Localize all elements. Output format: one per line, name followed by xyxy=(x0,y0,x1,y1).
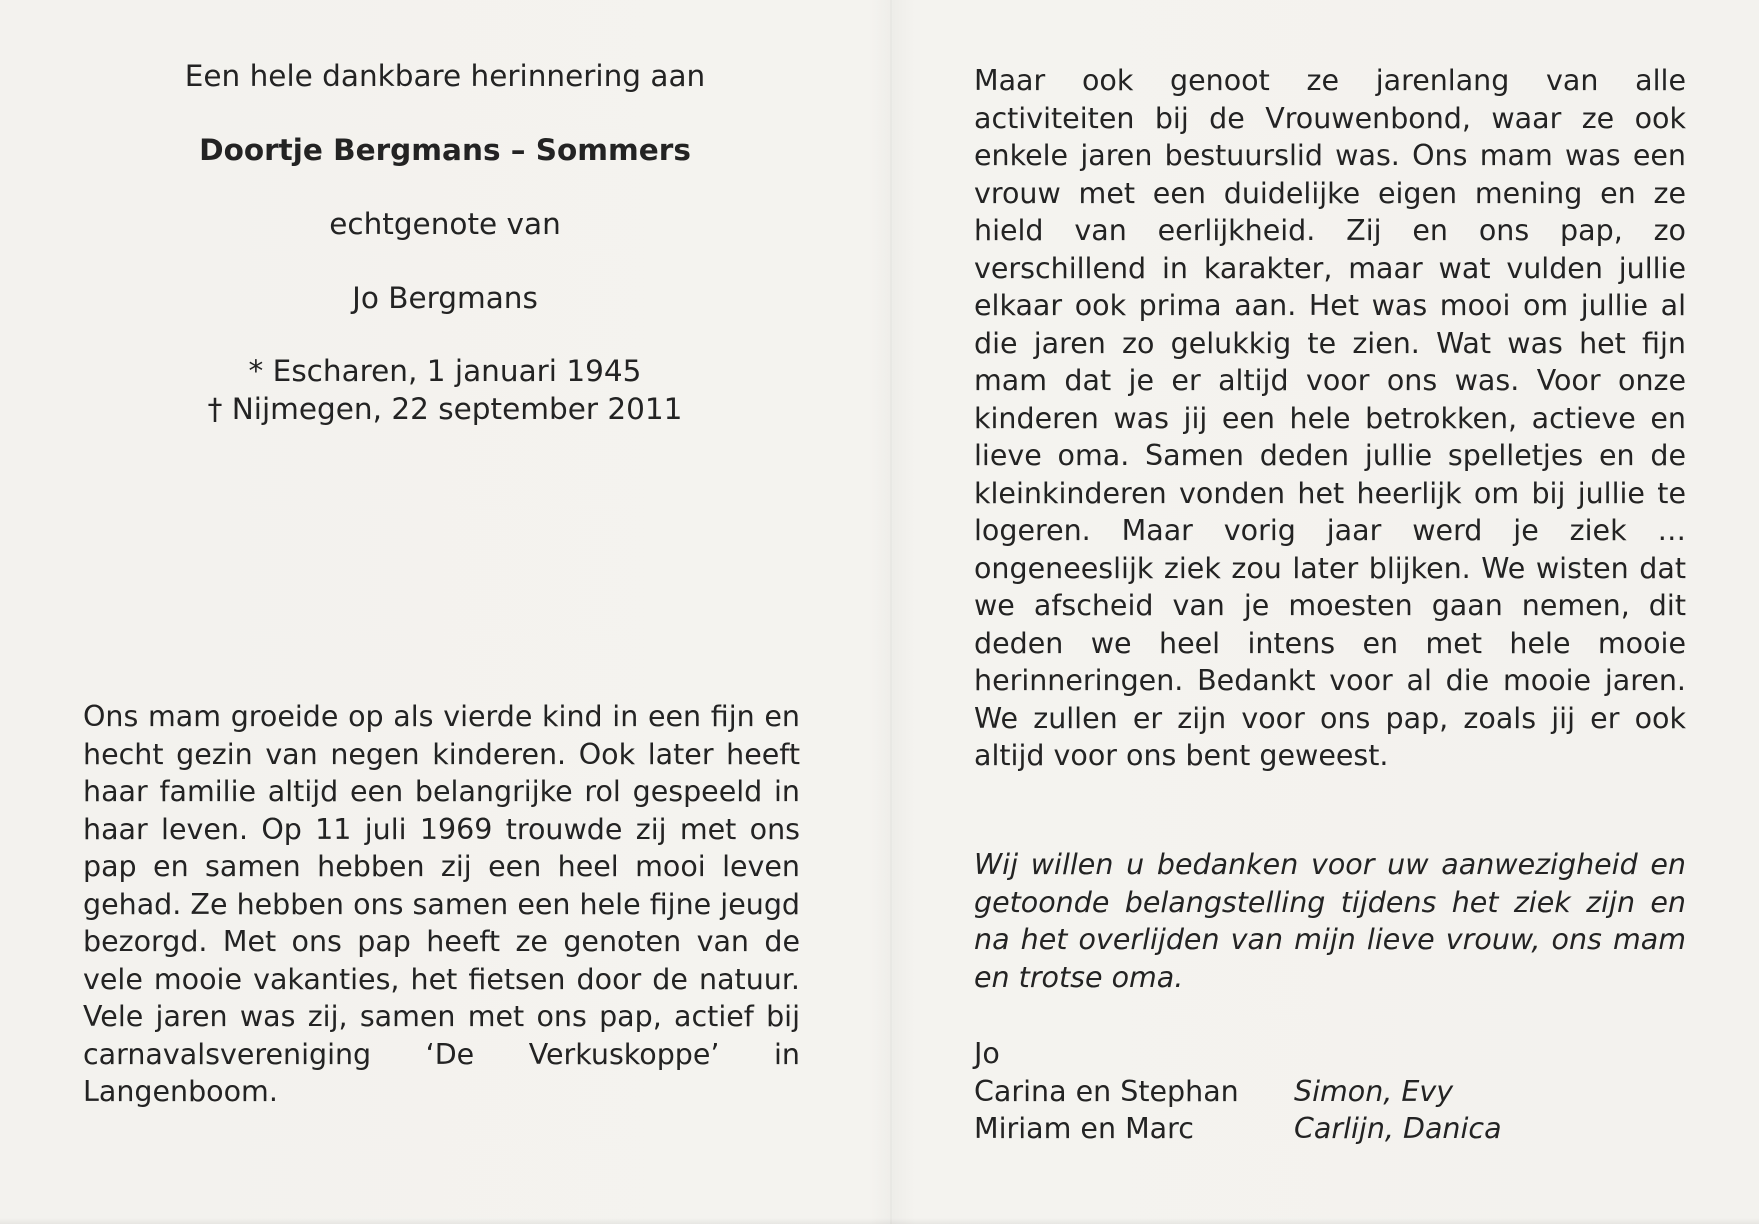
spouse-name: Jo Bergmans xyxy=(352,281,538,315)
signature-row xyxy=(974,1073,1686,1111)
signature-row xyxy=(974,1035,1686,1073)
card-edge xyxy=(0,1218,1759,1224)
intro-line: Een hele dankbare herinnering aan xyxy=(184,59,706,93)
memories-text: Maar ook genoot ze jarenlang van alle activiteiten bij de Vrouwenbond, waar ze ook enkele jaren bestuurslid was. Ons mam was een vrouw met een duidelijke eigen mening en ze hield van eerlijkheid. Zij en ons pap, zo verschillend in karakter, maar wat vulden jullie elkaar ook prima aan. Het was mooi om jullie al die jaren zo gelukkig te zien. Wat was het fijn mam dat je er altijd voor ons was. Voor onze kinderen was jij een hele betrokken, actieve en lieve oma. Samen deden jullie spelletjes en de kleinkinderen vonden het heerlijk om bij jullie te logeren. Maar vorig jaar werd je ziek … ongeneeslijk ziek zou later blijken. We wisten dat we afscheid van je moesten gaan nemen, dit deden we heel intens en met hele mooie herinneringen. Bedankt voor al die mooie jaren. We zullen er zijn voor ons pap, zoals jij er ook altijd voor ons bent geweest. xyxy=(974,64,1686,772)
birth-line: * Escharen, 1 januari 1945 xyxy=(248,354,642,388)
biography-text: Ons mam groeide op als vierde kind in een fijn en hecht gezin van negen kinderen. Ook later heeft haar familie altijd een belangrijke rol gespeeld in haar leven. Op 11 juli 1969 trouwde zij met ons pap en samen hebben zij een heel mooi leven gehad. Ze hebben ons samen een hele fijne jeugd bezorgd. Met ons pap heeft ze genoten van de vele mooie vakanties, het fietsen door de natuur. Vele jaren was zij, samen met ons pap, actief bij carnavalsvereniging ‘De Verkuskoppe’ in Langenboom. xyxy=(83,700,800,1108)
signature-children: Simon, Evy xyxy=(1294,1074,1454,1108)
thanks-text: Wij willen u bedanken voor uw aanwezigheid en getoonde belangstelling tijdens het ziek zijn en na het overlijden van mijn lieve vrouw, ons mam en trotse oma. xyxy=(974,848,1686,994)
deceased-name: Doortje Bergmans – Sommers xyxy=(199,133,691,167)
signatures xyxy=(974,1035,1686,1148)
card-fold xyxy=(890,0,892,1224)
signature-parent: Carina en Stephan xyxy=(974,1074,1239,1108)
signature-children: Carlijn, Danica xyxy=(1294,1112,1502,1145)
signature-parent: Miriam en Marc xyxy=(974,1112,1194,1145)
death-line: † Nijmegen, 22 september 2011 xyxy=(207,392,683,426)
spouse-label: echtgenote van xyxy=(329,207,561,241)
header-block xyxy=(60,56,830,428)
signature-parent: Jo xyxy=(974,1037,1000,1070)
signature-row xyxy=(974,1110,1686,1148)
